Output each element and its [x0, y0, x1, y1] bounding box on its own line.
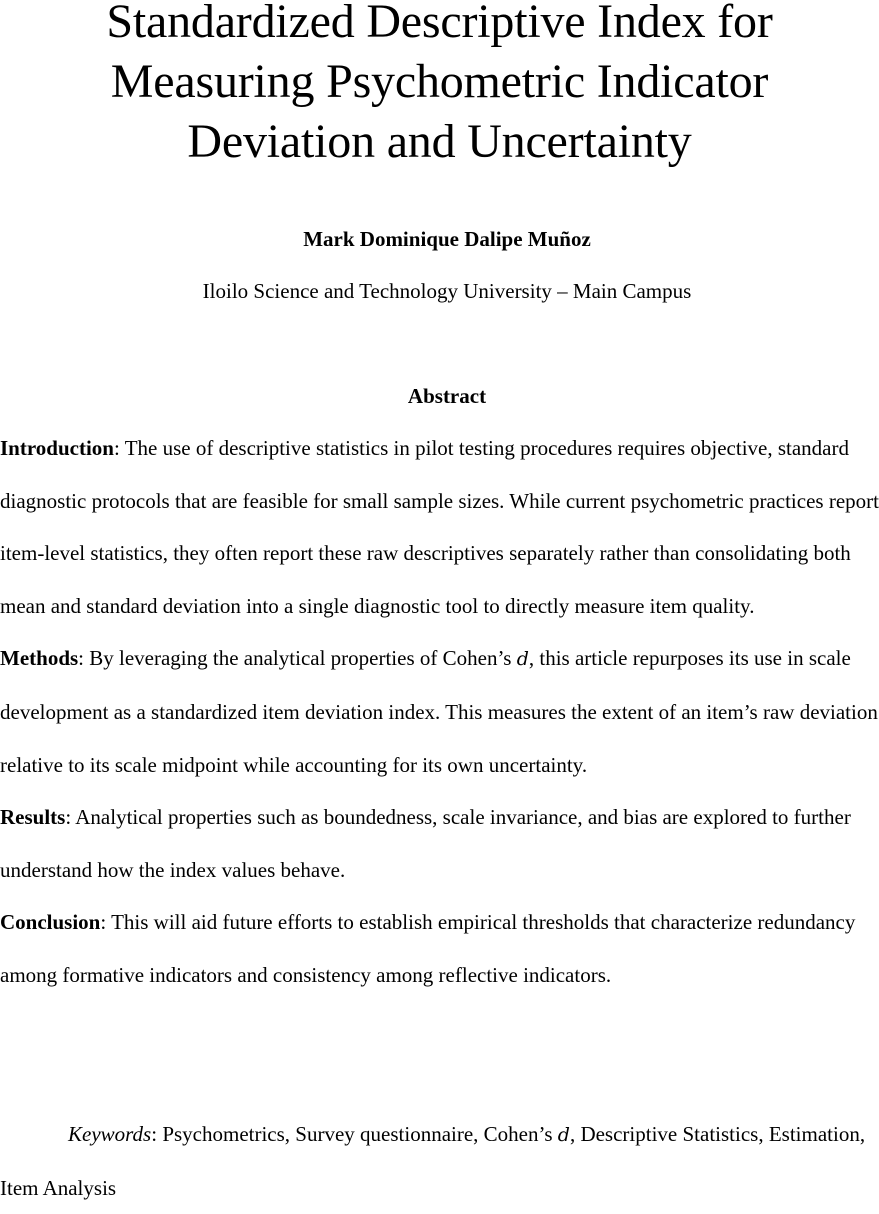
abstract-methods: [0, 632, 879, 791]
results-text: : Analytical properties such as boundedness, scale invariance, and bias are explored to further understand how the index values behave.: [0, 805, 851, 882]
conclusion-text: : This will aid future efforts to establish empirical thresholds that characterize redundancy among formative indicators and consistency among reflective indicators.: [0, 910, 856, 987]
introduction-text: : The use of descriptive statistics in pilot testing procedures requires objective, standard diagnostic protocols that are feasible for small sample sizes. While current psychometric practices report item-level statistics, they often report these raw descriptives separately rather than consolidating both mean and standard deviation into a single diagnostic tool to directly measure item quality.: [0, 436, 879, 618]
author-affiliation: Iloilo Science and Technology University – Main Campus: [202, 279, 692, 303]
keywords-cohens-d-symbol: d: [557, 1124, 570, 1146]
author-name: Mark Dominique Dalipe Muñoz: [303, 227, 591, 251]
conclusion-label: Conclusion: [0, 910, 101, 935]
results-label: Results: [0, 805, 66, 830]
methods-text-1: : By leveraging the analytical properties of Cohen’s: [78, 646, 517, 671]
title-line-3: Deviation and Uncertainty: [187, 115, 692, 168]
abstract-heading: Abstract: [407, 384, 487, 408]
methods-label: Methods: [0, 646, 79, 671]
methods-text-2: , this article repurposes its use in scale development as a standardized item deviation index. This measures the extent of an item’s raw deviation relative to its scale midpoint while accounting for its own uncertainty.: [0, 646, 878, 777]
keywords-text-1: : Psychometrics, Survey questionnaire, Cohen’s: [151, 1122, 558, 1146]
abstract-conclusion: [0, 896, 879, 1001]
abstract-results: [0, 791, 879, 896]
keywords: [0, 1108, 879, 1214]
cohens-d-symbol: d: [516, 648, 529, 671]
abstract-body: [0, 422, 879, 1002]
introduction-label: Introduction: [0, 436, 114, 460]
abstract-introduction: [0, 422, 879, 632]
title-line-2: Measuring Psychometric Indicator: [110, 55, 769, 108]
paper-title: [0, 0, 879, 172]
keywords-text-2: , Descriptive Statistics, Estimation, Item Analysis: [0, 1122, 866, 1200]
title-line-1: Standardized Descriptive Index for: [106, 0, 773, 48]
keywords-label: Keywords: [68, 1122, 152, 1146]
